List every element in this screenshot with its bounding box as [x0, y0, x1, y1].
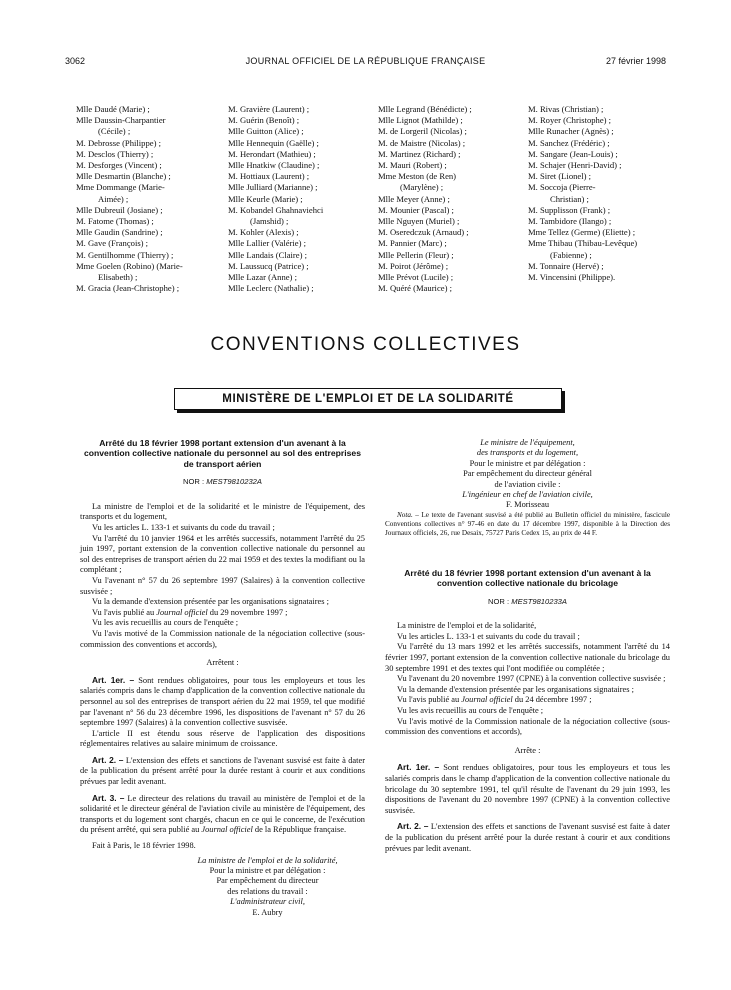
name-entry: Mlle Leclerc (Nathalie) ;	[228, 283, 314, 294]
date-signed: Fait à Paris, le 18 février 1998.	[92, 841, 196, 851]
nor-reference: NOR : MEST9810233A	[488, 596, 567, 606]
visa: Vu l'avis motivé de la Commission nationale de la négociation collective (sous-commission des conventions et accords),	[80, 628, 365, 649]
signature-block: Le ministre de l'équipement, des transports et du logement, Pour le ministre et par délégation : Par empêchement du directeur général de l'aviation civile : L'ingénieur en chef de l'aviation civile, F. Morisseau	[462, 438, 593, 510]
name-entry: Mlle Guitton (Alice) ;	[228, 126, 304, 137]
name-entry: M. Supplisson (Frank) ;	[528, 204, 611, 215]
visa: Vu l'avenant du 20 novembre 1997 (CPNE) à la convention collective susvisée ;	[397, 674, 666, 684]
nor-reference: NOR : MEST9810232A	[183, 477, 262, 487]
name-entry: M. de Maistre (Nicolas) ;	[378, 137, 466, 148]
name-entry: Mlle Desmartin (Blanche) ;	[76, 171, 171, 182]
right-column	[385, 438, 670, 854]
name-entry: M. Gracia (Jean-Christophe) ;	[76, 283, 180, 294]
name-entry: M. Quéré (Maurice) ;	[378, 283, 452, 294]
left-article	[80, 438, 365, 918]
journal-title: JOURNAL OFFICIEL DE LA RÉPUBLIQUE FRANÇAISE	[245, 56, 486, 66]
name-entry: Mlle Meyer (Anne) ;	[378, 193, 450, 204]
names-column-1	[76, 104, 183, 294]
visa: Vu la demande d'extension présentée par les organisations signataires ;	[92, 597, 329, 607]
name-entry: M. Soccoja (Pierre-	[528, 182, 596, 193]
visa: Vu les articles L. 133-1 et suivants du code du travail ;	[397, 631, 580, 641]
visa: Vu l'avis publié au Journal officiel du 24 décembre 1997 ;	[397, 695, 592, 705]
name-entry: M. Fatome (Thomas) ;	[76, 216, 154, 227]
name-entry: M. Tambidore (Ilango) ;	[528, 216, 612, 227]
name-entry: Mme Meston (de Ren)	[378, 171, 457, 182]
name-entry: M. Mounier (Pascal) ;	[378, 204, 454, 215]
name-entry: (Fabienne) ;	[550, 249, 592, 260]
name-entry: (Jamshid) ;	[250, 216, 289, 227]
name-entry: Elisabeth) ;	[98, 272, 138, 283]
name-entry: Mlle Dubreuil (Josiane) ;	[76, 204, 163, 215]
name-entry: M. Pannier (Marc) ;	[378, 238, 447, 249]
name-entry: Mlle Prévot (Lucile) ;	[378, 272, 454, 283]
name-entry: Mlle Landais (Claire) ;	[228, 249, 307, 260]
visa: Vu l'avis motivé de la Commission nationale de la négociation collective (sous-commission des conventions et accords),	[385, 716, 670, 737]
name-entry: M. Gravière (Laurent) ;	[228, 104, 310, 114]
name-entry: Mlle Daussin-Charpantier	[76, 115, 166, 126]
name-entry: M. Kohler (Alexis) ;	[228, 227, 299, 238]
visa: Vu l'arrêté du 10 janvier 1964 et les arrêtés successifs, notamment l'arrêté du 25 juin 1997, portant extension de la convention collective nationale du personnel au sol des entreprises de transport aérien du 22 mai 1959 et des textes la modifiant ou la complétant ;	[80, 533, 365, 575]
name-entry: M. Desclos (Thierry) ;	[76, 148, 154, 159]
name-entry: M. Kobandel Ghahnaviehci	[228, 204, 324, 215]
name-entry: M. Hottiaux (Laurent) ;	[228, 171, 310, 182]
visa: Vu les articles L. 133-1 et suivants du code du travail ;	[92, 523, 275, 532]
name-entry: M. Gave (François) ;	[76, 238, 149, 249]
name-entry: M. Martinez (Richard) ;	[378, 148, 461, 159]
article-1: Art. 1er. – Sont rendues obligatoires, pour tous les employeurs et tous les salariés compris dans le champ d'application de la convention collective nationale du personnel au sol des entreprises de transport aérien du 22 mai 1959, tel que modifié par l'avenant n° 56 du 23 décembre 1996, les dispositions de l'avenant n° 57 du 26 septembre 1997 (Salaires) à la convention collective susvisée.	[80, 674, 366, 728]
name-entry: Mlle Julliard (Marianne) ;	[228, 182, 318, 193]
name-entry: M. Oseredczuk (Arnaud) ;	[378, 227, 469, 238]
names-column-3	[378, 104, 472, 294]
name-entry: Mlle Lignot (Mathilde) ;	[378, 115, 463, 126]
article-title: Arrêté du 18 février 1998 portant extension d'un avenant à la convention collective nationale du bricolage	[404, 567, 651, 589]
name-entry: M. Herondart (Mathieu) ;	[228, 148, 316, 159]
name-entry: M. Sangare (Jean-Louis) ;	[528, 148, 618, 159]
name-entry: Aimée) ;	[98, 193, 129, 204]
preamble: La ministre de l'emploi et de la solidarité et le ministre de l'équipement, des transports et du logement,	[80, 501, 365, 522]
article-1-reserve: L'article II est étendu sous réserve de l'application des dispositions réglementaires relatives au salaire minimum de croissance.	[80, 728, 365, 749]
names-column-2	[228, 104, 323, 294]
name-entry: Mlle Daudé (Marie) ;	[76, 104, 150, 114]
name-entry: M. Gentilhomme (Thierry) ;	[76, 249, 174, 260]
ministry-banner: MINISTÈRE DE L'EMPLOI ET DE LA SOLIDARITÉ	[174, 388, 562, 410]
arretent: Arrêtent :	[206, 658, 239, 668]
arrete: Arrête :	[514, 745, 541, 755]
name-entry: Mlle Lallier (Valérie) ;	[228, 238, 307, 249]
article-2: Art. 2. – L'extension des effets et sanctions de l'avenant susvisé est faite à dater de la publication du présent arrêté pour la durée restant à courir et aux conditions prévues par ledit avenant.	[385, 821, 670, 853]
visa: Vu la demande d'extension présentée par les organisations signataires ;	[397, 684, 634, 694]
name-entry: Mlle Keurle (Marie) ;	[228, 193, 303, 204]
name-entry: M. de Lorgeril (Nicolas) ;	[378, 126, 467, 137]
name-entry: M. Guérin (Benoît) ;	[228, 115, 300, 126]
name-entry: Mlle Lazar (Anne) ;	[228, 272, 297, 283]
name-entry: Mlle Hennequin (Gaëlle) ;	[228, 137, 319, 148]
name-entry: M. Royer (Christophe) ;	[528, 115, 612, 126]
visa: Vu l'avenant n° 57 du 26 septembre 1997 (Salaires) à la convention collective susvisée ;	[80, 575, 365, 596]
name-entry: Mlle Nguyen (Muriel) ;	[378, 216, 460, 227]
name-entry: Mme Dommange (Marie-	[76, 182, 165, 193]
name-entry: Mlle Legrand (Bénédicte) ;	[378, 104, 472, 114]
name-entry: M. Vincensini (Philippe).	[528, 272, 616, 283]
name-entry: M. Sanchez (Frédéric) ;	[528, 137, 610, 148]
page-number: 3062	[65, 56, 86, 66]
name-entry: M. Poirot (Jérôme) ;	[378, 260, 449, 271]
name-entry: Mlle Pellerin (Fleur) ;	[378, 249, 454, 260]
name-entry: M. Schajer (Henri-David) ;	[528, 160, 622, 171]
name-entry: Mlle Runacher (Agnès) ;	[528, 126, 614, 137]
visa: Vu l'avis publié au Journal officiel du 29 novembre 1997 ;	[92, 607, 288, 617]
name-entry: Christian) ;	[550, 193, 589, 204]
article-3: Art. 3. – Le directeur des relations du travail au ministère de l'emploi et de la solidarité et le directeur général de l'aviation civile au ministère de l'équipement, des transports et du logement sont chargés, chacun en ce qui le concerne, de l'exécution du présent arrêté, qui sera publié au Journal officiel de la République française.	[80, 792, 365, 835]
visa: Vu l'arrêté du 13 mars 1992 et les arrêtés successifs, notamment l'arrêté du 14 février 1997, portant extension de la convention collective nationale du bricolage du 30 septembre 1991 et des textes qui l'ont modifiée ou complétée ;	[385, 642, 670, 673]
visa: Vu les avis recueillis au cours de l'enquête ;	[397, 706, 544, 715]
name-entry: Mme Goelen (Robino) (Marie-	[76, 260, 183, 271]
section-title: CONVENTIONS COLLECTIVES	[210, 334, 521, 355]
article-1: Art. 1er. – Sont rendues obligatoires, pour tous les employeurs et tous les salariés compris dans le champ d'application de la convention collective nationale du bricolage du 30 septembre 1991, tel qu'il résulte de l'avenant du 29 juin 1993, les dispositions de l'avenant du 20 novembre 1997 (CPNE) à la convention collective susvisée.	[385, 762, 671, 815]
name-entry: Mlle Hnatkiw (Claudine) ;	[228, 160, 320, 171]
name-entry: (Cécile) ;	[98, 126, 131, 137]
signature-block: La ministre de l'emploi et de la solidarité, Pour la ministre et par délégation : Par empêchement du directeur des relations du travail : L'administrateur civil, E. Aubry	[197, 855, 338, 917]
name-entry: M. Tonnaire (Hervé) ;	[528, 260, 604, 271]
name-entry: M. Debrosse (Philippe) ;	[76, 137, 161, 148]
names-column-4	[528, 104, 637, 283]
visa: Vu les avis recueillis au cours de l'enquête ;	[92, 618, 239, 628]
issue-date: 27 février 1998	[605, 56, 666, 66]
name-entry: M. Siret (Lionel) ;	[528, 171, 592, 182]
name-entry: Mlle Gaudin (Sandrine) ;	[76, 227, 163, 238]
name-entry: Mme Tellez (Germe) (Eliette) ;	[528, 227, 636, 238]
article-title: Arrêté du 18 février 1998 portant extension d'un avenant à la convention collective nationale du personnel au sol des entreprises de transport aérien	[84, 438, 361, 469]
name-entry: (Marylène) ;	[400, 182, 444, 193]
name-entry: Mme Thibau (Thibau-Levêque)	[528, 238, 638, 249]
name-entry: M. Laussucq (Patrice) ;	[228, 260, 309, 271]
nota: Nota. – Le texte de l'avenant susvisé a été publié au Bulletin officiel du ministère, fascicule Conventions collectives n° 97-46 en date du 17 décembre 1997, disponible à la Direction des Journaux officiels, 26, rue Desaix, 75727 Paris Cedex 15, au prix de 44 F.	[385, 510, 671, 537]
preamble: La ministre de l'emploi et de la solidarité,	[397, 621, 537, 631]
name-entry: M. Desforges (Vincent) ;	[76, 160, 162, 171]
name-entry: M. Mauri (Robert) ;	[378, 160, 447, 171]
article-2: Art. 2. – L'extension des effets et sanctions de l'avenant susvisé est faite à dater de la publication du présent arrêté pour la durée restant à courir et aux conditions prévues par ledit avenant.	[80, 754, 365, 787]
name-entry: M. Rivas (Christian) ;	[528, 104, 604, 114]
